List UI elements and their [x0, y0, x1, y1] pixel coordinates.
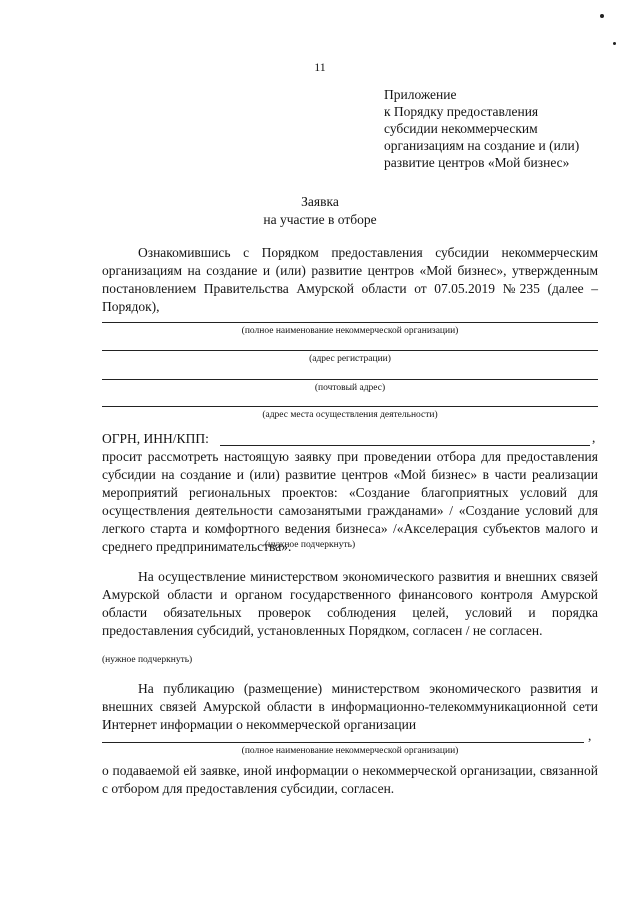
- org-name-line[interactable]: [102, 322, 598, 323]
- activity-address-caption: (адрес места осуществления деятельности): [262, 410, 438, 420]
- scan-mark: [600, 14, 604, 18]
- request-paragraph: просит рассмотреть настоящую заявку при проведении отбора для предоставления субсидии на создание и (или) развитие центров «Мой бизнес» в части реализации мероприятий региональных проектов: «Создание благоприятных условий для осуществления деятельности самозанятыми гражданами» / «Создание условий для легкого старта и комфортного ведения бизнеса» /«Акселерация субъектов малого и среднего предпринимательства».: [102, 449, 598, 554]
- checks-paragraph: На осуществление министерством экономического развития и внешних связей Амурской области и органом государственного финансового контроля Амурской области обязательных проверок соблюдения целей, условий и порядка предоставления субсидий, установленных Порядком, согласен / не согласен.: [102, 569, 598, 638]
- org-name-caption-2: (полное наименование некоммерческой организации): [241, 746, 459, 756]
- underline-hint-1: (нужное подчеркнуть): [264, 540, 356, 550]
- appendix-line: Приложение: [384, 87, 457, 102]
- reg-address-caption: (адрес регистрации): [309, 354, 391, 364]
- scan-mark: [613, 42, 616, 45]
- ogrn-label: ОГРН, ИНН/КПП:: [102, 431, 209, 446]
- appendix-line: организациям на создание и (или): [384, 138, 580, 153]
- ogrn-comma: ,: [592, 430, 596, 445]
- underline-hint-2: (нужное подчеркнуть): [102, 655, 193, 665]
- activity-address-line[interactable]: [102, 406, 598, 407]
- appendix-line: развитие центров «Мой бизнес»: [384, 155, 570, 170]
- appendix-block: [384, 86, 579, 171]
- closing-paragraph: о подаваемой ей заявке, иной информации о некоммерческой организации, связанной с отбором для предоставления субсидии, согласен.: [102, 763, 598, 796]
- publication-paragraph: На публикацию (размещение) министерством экономического развития и внешних связей Амурской области в информационно-телекоммуникационной сети Интернет информации о некоммерческой организации: [102, 681, 598, 732]
- reg-address-line[interactable]: [102, 350, 598, 351]
- appendix-line: субсидии некоммерческим: [384, 121, 538, 136]
- ogrn-input-line[interactable]: [220, 445, 590, 446]
- publication-comma: ,: [588, 728, 592, 743]
- page-number: 11: [314, 60, 326, 74]
- org-name-line-2[interactable]: [102, 742, 584, 743]
- intro-paragraph: Ознакомившись с Порядком предоставления субсидии некоммерческим организациям на создание и (или) развитие центров «Мой бизнес», утвержденным постановлением Правительства Амурской области от 07.05.2019 №235 (далее – Порядок),: [102, 245, 598, 314]
- post-address-line[interactable]: [102, 379, 598, 380]
- document-title: Заявка: [301, 194, 339, 209]
- post-address-caption: (почтовый адрес): [314, 383, 386, 393]
- document-subtitle: на участие в отборе: [263, 212, 377, 227]
- org-name-caption: (полное наименование некоммерческой организации): [241, 326, 459, 336]
- appendix-line: к Порядку предоставления: [384, 104, 539, 119]
